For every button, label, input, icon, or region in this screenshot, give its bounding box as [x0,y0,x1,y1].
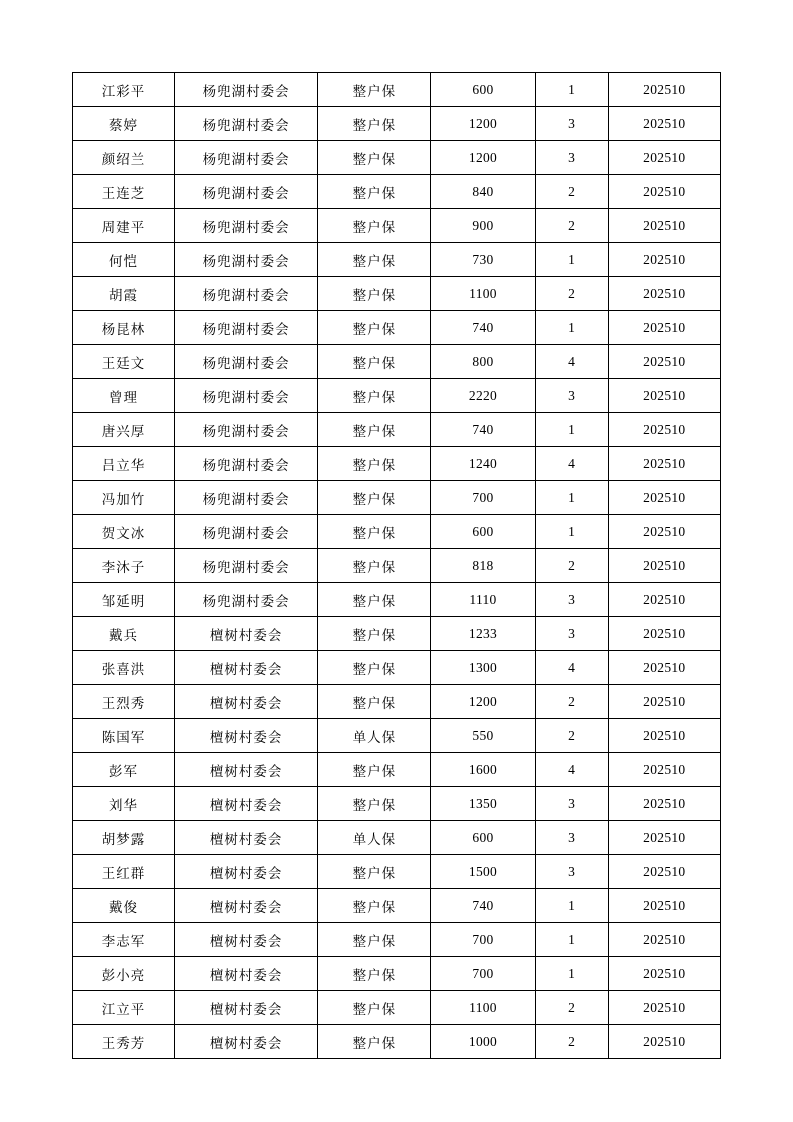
table-row [73,787,721,821]
cell-people: 1 [535,515,608,549]
cell-amount: 1200 [431,107,535,141]
cell-people: 3 [535,141,608,175]
cell-village: 杨兜湖村委会 [174,107,317,141]
cell-type: 整户保 [318,515,431,549]
cell-people: 1 [535,243,608,277]
cell-amount: 700 [431,957,535,991]
cell-name: 唐兴厚 [73,413,175,447]
cell-type: 整户保 [318,889,431,923]
cell-month: 202510 [608,651,720,685]
table-row [73,447,721,481]
cell-month: 202510 [608,889,720,923]
cell-month: 202510 [608,175,720,209]
cell-people: 2 [535,685,608,719]
cell-month: 202510 [608,447,720,481]
table-row [73,107,721,141]
cell-amount: 800 [431,345,535,379]
cell-month: 202510 [608,583,720,617]
cell-month: 202510 [608,243,720,277]
cell-name: 江立平 [73,991,175,1025]
cell-month: 202510 [608,719,720,753]
cell-people: 4 [535,753,608,787]
cell-month: 202510 [608,957,720,991]
cell-people: 2 [535,719,608,753]
cell-village: 檀树村委会 [174,787,317,821]
cell-village: 檀树村委会 [174,991,317,1025]
cell-amount: 1240 [431,447,535,481]
cell-amount: 840 [431,175,535,209]
cell-month: 202510 [608,379,720,413]
cell-village: 杨兜湖村委会 [174,549,317,583]
cell-type: 整户保 [318,311,431,345]
table-row [73,243,721,277]
cell-name: 胡梦露 [73,821,175,855]
cell-month: 202510 [608,481,720,515]
cell-village: 檀树村委会 [174,957,317,991]
cell-month: 202510 [608,787,720,821]
cell-type: 整户保 [318,175,431,209]
table-row [73,209,721,243]
cell-amount: 1200 [431,141,535,175]
cell-amount: 1100 [431,277,535,311]
table-row [73,141,721,175]
cell-village: 杨兜湖村委会 [174,481,317,515]
cell-amount: 1500 [431,855,535,889]
cell-amount: 550 [431,719,535,753]
cell-type: 整户保 [318,991,431,1025]
cell-name: 贺文冰 [73,515,175,549]
cell-month: 202510 [608,821,720,855]
cell-month: 202510 [608,107,720,141]
table-body [73,73,721,1059]
cell-type: 整户保 [318,651,431,685]
cell-amount: 1000 [431,1025,535,1059]
table-row [73,345,721,379]
cell-name: 陈国军 [73,719,175,753]
cell-amount: 740 [431,889,535,923]
cell-people: 2 [535,991,608,1025]
cell-amount: 600 [431,73,535,107]
table-row [73,175,721,209]
cell-month: 202510 [608,549,720,583]
cell-village: 杨兜湖村委会 [174,583,317,617]
cell-name: 彭小亮 [73,957,175,991]
cell-amount: 818 [431,549,535,583]
cell-people: 4 [535,447,608,481]
cell-name: 蔡婷 [73,107,175,141]
cell-name: 邹延明 [73,583,175,617]
cell-people: 1 [535,413,608,447]
cell-month: 202510 [608,141,720,175]
cell-name: 何恺 [73,243,175,277]
cell-name: 王红群 [73,855,175,889]
cell-village: 杨兜湖村委会 [174,209,317,243]
cell-name: 曾理 [73,379,175,413]
cell-village: 檀树村委会 [174,855,317,889]
cell-month: 202510 [608,515,720,549]
cell-amount: 1600 [431,753,535,787]
cell-people: 3 [535,379,608,413]
table-row [73,991,721,1025]
cell-amount: 1100 [431,991,535,1025]
cell-amount: 600 [431,821,535,855]
cell-type: 整户保 [318,685,431,719]
cell-type: 单人保 [318,821,431,855]
cell-name: 王廷文 [73,345,175,379]
cell-type: 整户保 [318,209,431,243]
cell-name: 李沐子 [73,549,175,583]
cell-amount: 1200 [431,685,535,719]
cell-village: 檀树村委会 [174,753,317,787]
cell-village: 檀树村委会 [174,1025,317,1059]
table-row [73,277,721,311]
cell-village: 杨兜湖村委会 [174,175,317,209]
cell-people: 3 [535,821,608,855]
subsidy-table [72,72,721,1059]
table-row [73,617,721,651]
table-row [73,73,721,107]
cell-type: 整户保 [318,957,431,991]
table-row [73,923,721,957]
table-row [73,685,721,719]
cell-amount: 1350 [431,787,535,821]
table-row [73,549,721,583]
table-row [73,821,721,855]
cell-name: 杨昆林 [73,311,175,345]
cell-type: 整户保 [318,855,431,889]
table-row [73,719,721,753]
cell-type: 整户保 [318,549,431,583]
cell-month: 202510 [608,345,720,379]
cell-type: 整户保 [318,787,431,821]
cell-amount: 600 [431,515,535,549]
cell-people: 1 [535,923,608,957]
cell-type: 整户保 [318,617,431,651]
cell-type: 整户保 [318,277,431,311]
cell-name: 张喜洪 [73,651,175,685]
table-row [73,957,721,991]
cell-month: 202510 [608,413,720,447]
cell-people: 3 [535,855,608,889]
cell-people: 3 [535,107,608,141]
cell-people: 4 [535,345,608,379]
cell-type: 单人保 [318,719,431,753]
cell-village: 檀树村委会 [174,821,317,855]
cell-amount: 740 [431,311,535,345]
cell-village: 杨兜湖村委会 [174,243,317,277]
cell-name: 冯加竹 [73,481,175,515]
cell-people: 2 [535,549,608,583]
cell-amount: 1110 [431,583,535,617]
cell-people: 1 [535,311,608,345]
cell-type: 整户保 [318,141,431,175]
cell-village: 杨兜湖村委会 [174,311,317,345]
cell-amount: 1300 [431,651,535,685]
cell-type: 整户保 [318,243,431,277]
table-row [73,413,721,447]
table-row [73,481,721,515]
cell-month: 202510 [608,209,720,243]
cell-month: 202510 [608,855,720,889]
cell-people: 1 [535,889,608,923]
cell-amount: 740 [431,413,535,447]
cell-name: 江彩平 [73,73,175,107]
cell-type: 整户保 [318,73,431,107]
cell-people: 2 [535,1025,608,1059]
cell-village: 檀树村委会 [174,685,317,719]
cell-name: 王烈秀 [73,685,175,719]
cell-people: 3 [535,617,608,651]
cell-type: 整户保 [318,923,431,957]
cell-amount: 2220 [431,379,535,413]
cell-village: 檀树村委会 [174,651,317,685]
cell-village: 杨兜湖村委会 [174,73,317,107]
cell-people: 2 [535,277,608,311]
cell-name: 周建平 [73,209,175,243]
table-row [73,1025,721,1059]
cell-name: 戴俊 [73,889,175,923]
cell-name: 胡霞 [73,277,175,311]
cell-village: 杨兜湖村委会 [174,141,317,175]
cell-month: 202510 [608,685,720,719]
cell-people: 2 [535,175,608,209]
cell-name: 吕立华 [73,447,175,481]
cell-name: 戴兵 [73,617,175,651]
cell-month: 202510 [608,1025,720,1059]
cell-name: 王秀芳 [73,1025,175,1059]
cell-village: 檀树村委会 [174,889,317,923]
cell-village: 杨兜湖村委会 [174,515,317,549]
cell-name: 李志军 [73,923,175,957]
cell-month: 202510 [608,991,720,1025]
cell-type: 整户保 [318,481,431,515]
cell-village: 檀树村委会 [174,923,317,957]
cell-month: 202510 [608,617,720,651]
cell-type: 整户保 [318,447,431,481]
cell-amount: 1233 [431,617,535,651]
cell-village: 檀树村委会 [174,617,317,651]
cell-name: 刘华 [73,787,175,821]
cell-type: 整户保 [318,753,431,787]
table-row [73,379,721,413]
cell-amount: 700 [431,923,535,957]
cell-people: 1 [535,957,608,991]
cell-type: 整户保 [318,413,431,447]
cell-name: 王连芝 [73,175,175,209]
cell-type: 整户保 [318,1025,431,1059]
cell-month: 202510 [608,753,720,787]
cell-village: 杨兜湖村委会 [174,277,317,311]
cell-village: 杨兜湖村委会 [174,345,317,379]
cell-amount: 730 [431,243,535,277]
cell-amount: 900 [431,209,535,243]
table-row [73,651,721,685]
cell-month: 202510 [608,311,720,345]
cell-people: 3 [535,787,608,821]
cell-month: 202510 [608,277,720,311]
cell-people: 3 [535,583,608,617]
cell-people: 1 [535,73,608,107]
cell-village: 杨兜湖村委会 [174,379,317,413]
cell-type: 整户保 [318,345,431,379]
cell-type: 整户保 [318,379,431,413]
table-row [73,311,721,345]
cell-type: 整户保 [318,583,431,617]
table-row [73,583,721,617]
table-row [73,855,721,889]
cell-village: 杨兜湖村委会 [174,413,317,447]
table-row [73,753,721,787]
cell-people: 1 [535,481,608,515]
table-row [73,515,721,549]
cell-people: 4 [535,651,608,685]
table-row [73,889,721,923]
cell-village: 檀树村委会 [174,719,317,753]
cell-type: 整户保 [318,107,431,141]
cell-month: 202510 [608,73,720,107]
cell-month: 202510 [608,923,720,957]
cell-name: 彭军 [73,753,175,787]
cell-people: 2 [535,209,608,243]
cell-amount: 700 [431,481,535,515]
cell-name: 颜绍兰 [73,141,175,175]
cell-village: 杨兜湖村委会 [174,447,317,481]
